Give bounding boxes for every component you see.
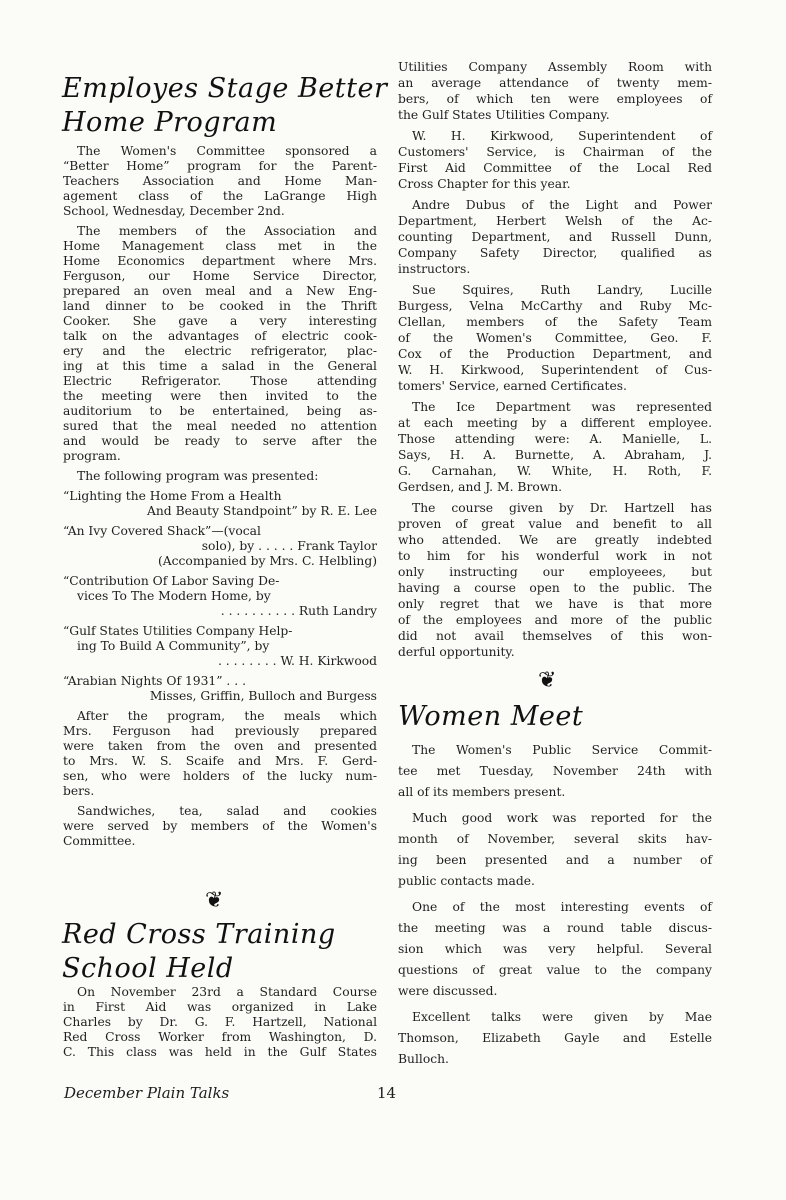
text-line: “Gulf States Utilities Company Help- [63, 624, 293, 638]
footer-publication: December Plain Talks [64, 1084, 230, 1102]
text-line: School, Wednesday, December 2nd. [63, 204, 285, 218]
text-line: Gerdsen, and J. M. Brown. [398, 480, 563, 494]
text-line: who attended. We are greatly indebted [398, 533, 712, 547]
text-line: Clellan, members of the Safety Team [398, 315, 712, 329]
paragraph [63, 524, 377, 569]
text-line: The Women's Public Service Commit- [412, 743, 712, 757]
text-line: Red Cross Worker from Washington, D. [63, 1030, 377, 1044]
title-line: Women Meet [398, 701, 584, 732]
text-line: Ferguson, our Home Service Director, [63, 269, 377, 283]
text-line: (Accompanied by Mrs. C. Helbling) [157, 554, 377, 568]
text-line: did not avail themselves of this won- [398, 629, 712, 643]
text-line: Thomson, Elizabeth Gayle and Estelle [398, 1031, 712, 1045]
paragraph [63, 224, 377, 464]
text-line: program. [63, 449, 121, 463]
text-line: The Women's Committee sponsored a [77, 144, 377, 158]
paragraph [63, 709, 377, 799]
paragraph [398, 399, 712, 495]
text-line: derful opportunity. [398, 645, 515, 659]
text-line: having a course open to the public. The [398, 581, 712, 595]
text-line: The course given by Dr. Hartzell has [412, 501, 712, 515]
article-body-red-cross-continued [398, 59, 712, 665]
text-line: Sandwiches, tea, salad and cookies [77, 804, 377, 818]
text-line: public contacts made. [398, 874, 535, 888]
text-line: Excellent talks were given by Mae [412, 1010, 712, 1024]
paragraph [63, 469, 377, 484]
text-line: only instructing our employeees, but [398, 565, 712, 579]
text-line: Home Management class met in the [63, 239, 377, 253]
text-line: sen, who were holders of the lucky num- [63, 769, 377, 783]
text-line: Customers' Service, is Chairman of the [398, 145, 712, 159]
text-line: After the program, the meals which [77, 709, 377, 723]
text-line: were discussed. [398, 984, 498, 998]
text-line: prepared an oven meal and a New Eng- [63, 284, 377, 298]
text-line: The following program was presented: [77, 469, 319, 483]
text-line: “An Ivy Covered Shack”—(vocal [63, 524, 261, 538]
text-line: Says, H. A. Burnette, A. Abraham, J. [398, 448, 712, 462]
text-line: Department, Herbert Welsh of the Ac- [398, 214, 712, 228]
paragraph [63, 489, 377, 519]
floral-ornament-icon: ❦ [205, 888, 224, 913]
text-line: in First Aid was organized in Lake [63, 1000, 377, 1014]
text-line: “Lighting the Home From a Health [63, 489, 282, 503]
text-line: and would be ready to serve after the [63, 434, 377, 448]
title-line: Employes Stage Better [62, 73, 388, 104]
article-title-red-cross [62, 918, 336, 986]
text-line: of the Women's Committee, Geo. F. [398, 331, 712, 345]
paragraph [398, 197, 712, 277]
text-line: month of November, several skits hav- [398, 832, 712, 846]
text-line: land dinner to be cooked in the Thrift [63, 299, 377, 313]
text-line: One of the most interesting events of [412, 900, 712, 914]
text-line: Charles by Dr. G. F. Hartzell, National [63, 1015, 377, 1029]
text-line: Mrs. Ferguson had previously prepared [63, 724, 377, 738]
title-line: School Held [62, 953, 234, 984]
text-line: of the employees and more of the public [398, 613, 712, 627]
text-line: were served by members of the Women's [63, 819, 377, 833]
paragraph [398, 740, 712, 803]
title-line: Home Program [62, 107, 278, 138]
paragraph [398, 128, 712, 192]
paragraph [63, 144, 377, 219]
text-line: auditorium to be entertained, being as- [63, 404, 377, 418]
text-line: ing To Build A Community”, by [77, 639, 270, 653]
text-line: solo), by . . . . . Frank Taylor [201, 539, 377, 553]
text-line: tee met Tuesday, November 24th with [398, 764, 712, 778]
paragraph [63, 574, 377, 619]
text-line: “Contribution Of Labor Saving De- [63, 574, 280, 588]
text-line: bers, of which ten were employees of [398, 92, 712, 106]
text-line: instructors. [398, 262, 471, 276]
text-line: Committee. [63, 834, 136, 848]
paragraph [63, 804, 377, 849]
text-line: the meeting were then invited to the [63, 389, 377, 403]
paragraph [63, 674, 377, 704]
text-line: The members of the Association and [77, 224, 377, 238]
text-line: counting Department, and Russell Dunn, [398, 230, 712, 244]
text-line: all of its members present. [398, 785, 566, 799]
text-line: Misses, Griffin, Bulloch and Burgess [149, 689, 377, 703]
text-line: Much good work was reported for the [412, 811, 712, 825]
text-line: sion which was very helpful. Several [398, 942, 712, 956]
text-line: an average attendance of twenty mem- [398, 76, 712, 90]
paragraph [398, 282, 712, 394]
text-line: Sue Squires, Ruth Landry, Lucille [412, 283, 712, 297]
text-line: the Gulf States Utilities Company. [398, 108, 610, 122]
text-line: . . . . . . . . W. H. Kirkwood [217, 654, 377, 668]
text-line: Home Economics department where Mrs. [63, 254, 377, 268]
article-body-red-cross [63, 985, 377, 1065]
text-line: were taken from the oven and presented [63, 739, 377, 753]
text-line: Cox of the Production Department, and [398, 347, 712, 361]
text-line: G. Carnahan, W. White, H. Roth, F. [398, 464, 712, 478]
text-line: only regret that we have is that more [398, 597, 712, 611]
text-line: “Arabian Nights Of 1931” . . . [63, 674, 246, 688]
text-line: agement class of the LaGrange High [63, 189, 377, 203]
paragraph [63, 985, 377, 1060]
text-line: ery and the electric refrigerator, plac- [63, 344, 377, 358]
text-line: at each meeting by a different employee. [398, 416, 712, 430]
text-line: On November 23rd a Standard Course [77, 985, 377, 999]
paragraph [398, 59, 712, 123]
article-title-women-meet [398, 700, 583, 734]
text-line: proven of great value and benefit to all [398, 517, 712, 531]
text-line: the meeting was a round table discus- [398, 921, 712, 935]
text-line: Those attending were: A. Manielle, L. [398, 432, 712, 446]
text-line: to Mrs. W. S. Scaife and Mrs. F. Gerd- [63, 754, 377, 768]
paragraph [63, 624, 377, 669]
text-line: . . . . . . . . . . Ruth Landry [220, 604, 377, 618]
text-line: vices To The Modern Home, by [77, 589, 271, 603]
text-line: sured that the meal needed no attention [63, 419, 377, 433]
text-line: Cooker. She gave a very interesting [63, 314, 377, 328]
paragraph [398, 808, 712, 892]
text-line: The Ice Department was represented [412, 400, 712, 414]
text-line: W. H. Kirkwood, Superintendent of [412, 129, 712, 143]
text-line: tomers' Service, earned Certificates. [398, 379, 627, 393]
page-number: 14 [377, 1084, 397, 1102]
text-line: C. This class was held in the Gulf States [63, 1045, 377, 1059]
article-title-better-home [62, 72, 387, 140]
text-line: First Aid Committee of the Local Red [398, 161, 712, 175]
text-line: ing been presented and a number of [398, 853, 712, 867]
floral-ornament-icon: ❦ [538, 668, 557, 693]
title-line: Red Cross Training [62, 919, 336, 950]
text-line: Utilities Company Assembly Room with [398, 60, 712, 74]
paragraph [398, 897, 712, 1002]
text-line: Bulloch. [398, 1052, 449, 1066]
text-line: talk on the advantages of electric cook- [63, 329, 377, 343]
paragraph [398, 1007, 712, 1070]
text-line: “Better Home” program for the Parent- [63, 159, 377, 173]
article-body-women-meet [398, 740, 712, 1075]
text-line: questions of great value to the company [398, 963, 712, 977]
text-line: Teachers Association and Home Man- [63, 174, 377, 188]
paragraph [398, 500, 712, 660]
article-body-better-home [63, 144, 377, 854]
text-line: Electric Refrigerator. Those attending [63, 374, 377, 388]
text-line: ing at this time a salad in the General [63, 359, 377, 373]
text-line: Cross Chapter for this year. [398, 177, 571, 191]
text-line: to him for his wonderful work in not [398, 549, 712, 563]
text-line: W. H. Kirkwood, Superintendent of Cus- [398, 363, 712, 377]
text-line: And Beauty Standpoint” by R. E. Lee [146, 504, 377, 518]
text-line: Burgess, Velna McCarthy and Ruby Mc- [398, 299, 712, 313]
text-line: Andre Dubus of the Light and Power [412, 198, 712, 212]
text-line: bers. [63, 784, 95, 798]
text-line: Company Safety Director, qualified as [398, 246, 712, 260]
